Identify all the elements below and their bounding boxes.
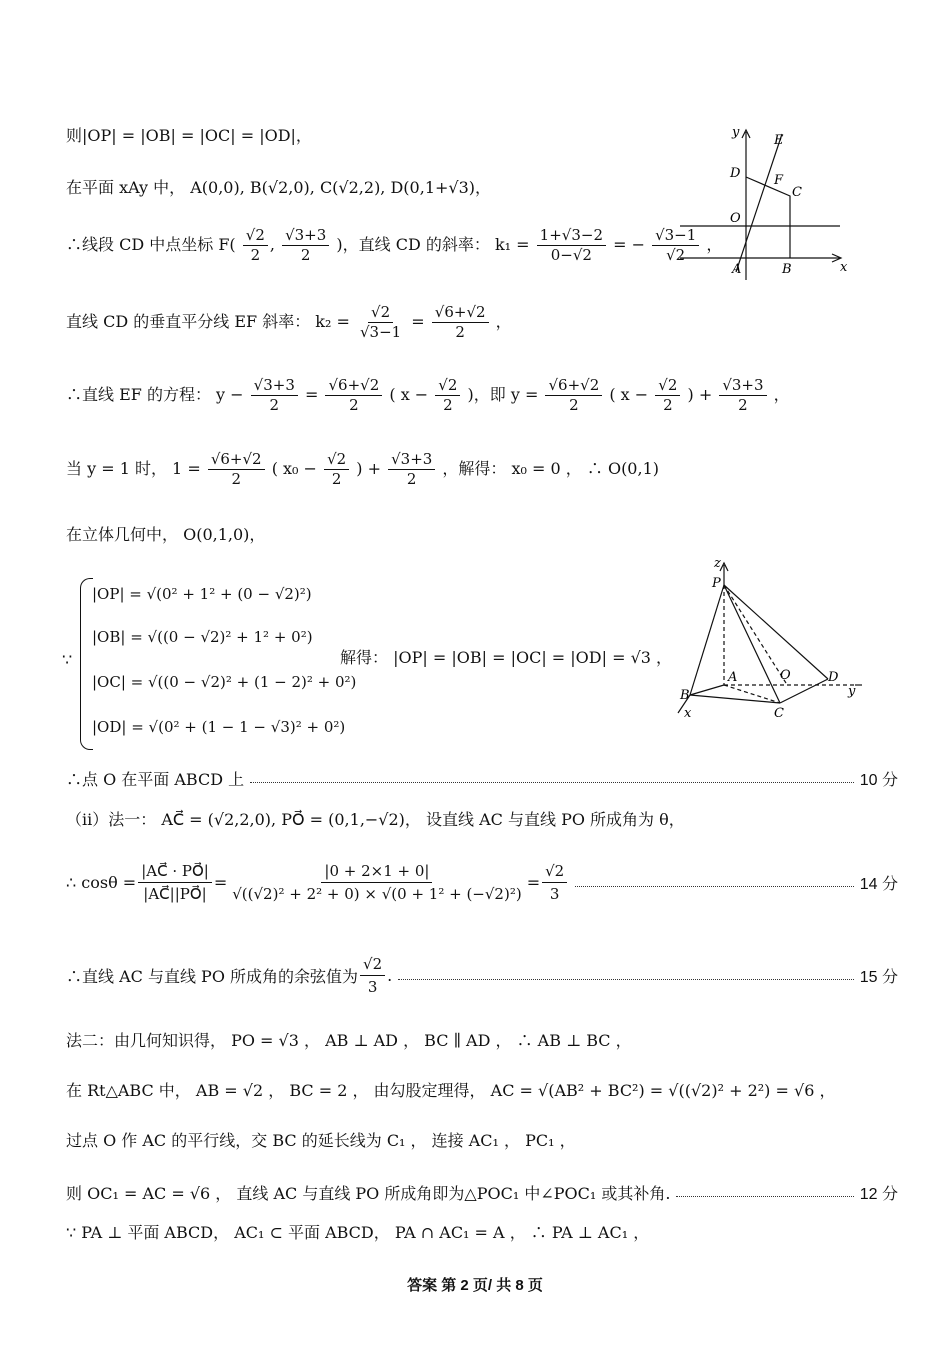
- edge-pb: [690, 585, 724, 695]
- eq-line-4: 直线 CD 的垂直平分线 EF 斜率： k₂ = $\frac{√2}{√3-1}$ = $\frac{√6+√2}{2}$ ，: [66, 303, 512, 341]
- score-line-4: 则 OC₁ = AC = √6 ， 直线 AC 与直线 PO 所成角即为△POC₁ 中∠POC₁ 或其补角. 12 分: [66, 1184, 898, 1203]
- fig1-label-d: D: [730, 166, 741, 181]
- because-symbol: ∵: [62, 650, 73, 669]
- fig1-label-f: F: [774, 173, 784, 188]
- eq-line-2: 在平面 xAy 中， A(0,0), B(√2,0), C(√2,2), D(0,1+√3)，: [66, 178, 492, 197]
- score-line-2: ∴ cosθ = $\frac{|AC⃗ \cdot PO⃗|}{|AC⃗||PO⃗|}$ = $\frac{|0 + 2\times 1 + 0|}{\text{√((√2)² + 2² + 0) × √(0 + 1² + (−√2)²)}}$ = $\frac{√2}{3}$ 14 分: [66, 862, 898, 903]
- fig1-label-c: C: [792, 185, 802, 200]
- eq-line-7: 在立体几何中， O(0,1,0)，: [66, 525, 266, 544]
- eq-line-12: 法二：由几何知识得， PO = √3 ， AB ⊥ AD ， BC ∥ AD ， ∴ AB ⊥ BC ，: [66, 1031, 632, 1050]
- polyline-dcb: [746, 177, 790, 258]
- sys-eq-od: |OD| = √(0² + (1 − 1 − √3)² + 0²): [92, 718, 346, 736]
- fig1-label-a: A: [732, 262, 742, 277]
- score-line-1: ∴点 O 在平面 ABCD 上 10 分: [66, 770, 898, 789]
- eq-line-14: 过点 O 作 AC 的平行线，交 BC 的延长线为 C₁ ， 连接 AC₁ ， PC₁ ，: [66, 1131, 576, 1150]
- eq-line-5: ∴直线 EF 的方程： y − $\frac{√3+3}{2}$ = $\frac{√6+√2}{2}$ ( x − $\frac{√2}{2}$ )，即 y = $\frac{√6+√2}{2}$ ( x − $\frac{√2}{2}$ ) + $\frac{√3+3}{2}$ ，: [66, 376, 790, 414]
- fig2-label-p: P: [712, 576, 721, 591]
- solve-result: 解得： |OP| = |OB| = |OC| = |OD| = √3 ，: [340, 648, 673, 667]
- eq-line-6: 当 y = 1 时， 1 = $\frac{√6+√2}{2}$ ( x₀ − $\frac{√2}{2}$ ) + $\frac{√3+3}{2}$ ，解得： x₀ = 0 ， ∴ O(0,1): [66, 450, 659, 488]
- fig2-label-c: C: [774, 706, 784, 721]
- fig2-label-d: D: [828, 670, 839, 685]
- fig2-label-a: A: [728, 670, 738, 685]
- eq-line-9: （ii）法一： AC⃗ = (√2,2,0), PO⃗ = (0,1,−√2)， 设直线 AC 与直线 PO 所成角为 θ，: [66, 810, 685, 829]
- fig1-label-x: x: [840, 260, 848, 275]
- fig2-label-z: z: [714, 556, 721, 571]
- sys-eq-oc: |OC| = √((0 − √2)² + (1 − 2)² + 0²): [92, 673, 357, 691]
- sys-eq-ob: |OB| = √((0 − √2)² + 1² + 0²): [92, 628, 313, 646]
- eq-line-3: ∴线段 CD 中点坐标 F( $\frac{√2}{2}$ , $\frac{√3+3}{2}$ )，直线 CD 的斜率： k₁ = $\frac{1+√3-2}{0-√2}$ = − $\frac{√3-1}{√2}$ ，: [66, 226, 723, 264]
- fig2-label-b: B: [680, 688, 690, 703]
- plane-figure: [676, 122, 856, 282]
- solid-figure: [670, 555, 870, 725]
- fig1-label-b: B: [782, 262, 792, 277]
- fig1-label-y: y: [732, 125, 740, 140]
- fig2-label-y: y: [848, 684, 856, 699]
- eq-line-13: 在 Rt△ABC 中， AB = √2 ， BC = 2 ， 由勾股定理得， AC = √(AB² + BC²) = √((√2)² + 2²) = √6 ，: [66, 1081, 836, 1100]
- edge-pd: [724, 585, 828, 679]
- fig2-label-x: x: [684, 706, 692, 721]
- fig2-label-o: O: [780, 668, 791, 683]
- eq-line-1: 则|OP| = |OB| = |OC| = |OD|，: [66, 126, 312, 145]
- sys-eq-op: |OP| = √(0² + 1² + (0 − √2)²): [92, 585, 312, 603]
- fig1-label-e: E: [774, 133, 784, 148]
- page-footer: 答案 第 2 页/ 共 8 页: [407, 1277, 543, 1294]
- score-line-3: ∴直线 AC 与直线 PO 所成角的余弦值为 $\frac{√2}{3}$ . 15 分: [66, 955, 898, 996]
- segment-po: [724, 585, 786, 683]
- fig1-label-o: O: [730, 211, 741, 226]
- eq-line-16: ∵ PA ⊥ 平面 ABCD， AC₁ ⊂ 平面 ABCD， PA ∩ AC₁ = A ， ∴ PA ⊥ AC₁ ，: [66, 1223, 650, 1242]
- line-ef: [736, 134, 782, 272]
- edge-ab: [690, 685, 724, 695]
